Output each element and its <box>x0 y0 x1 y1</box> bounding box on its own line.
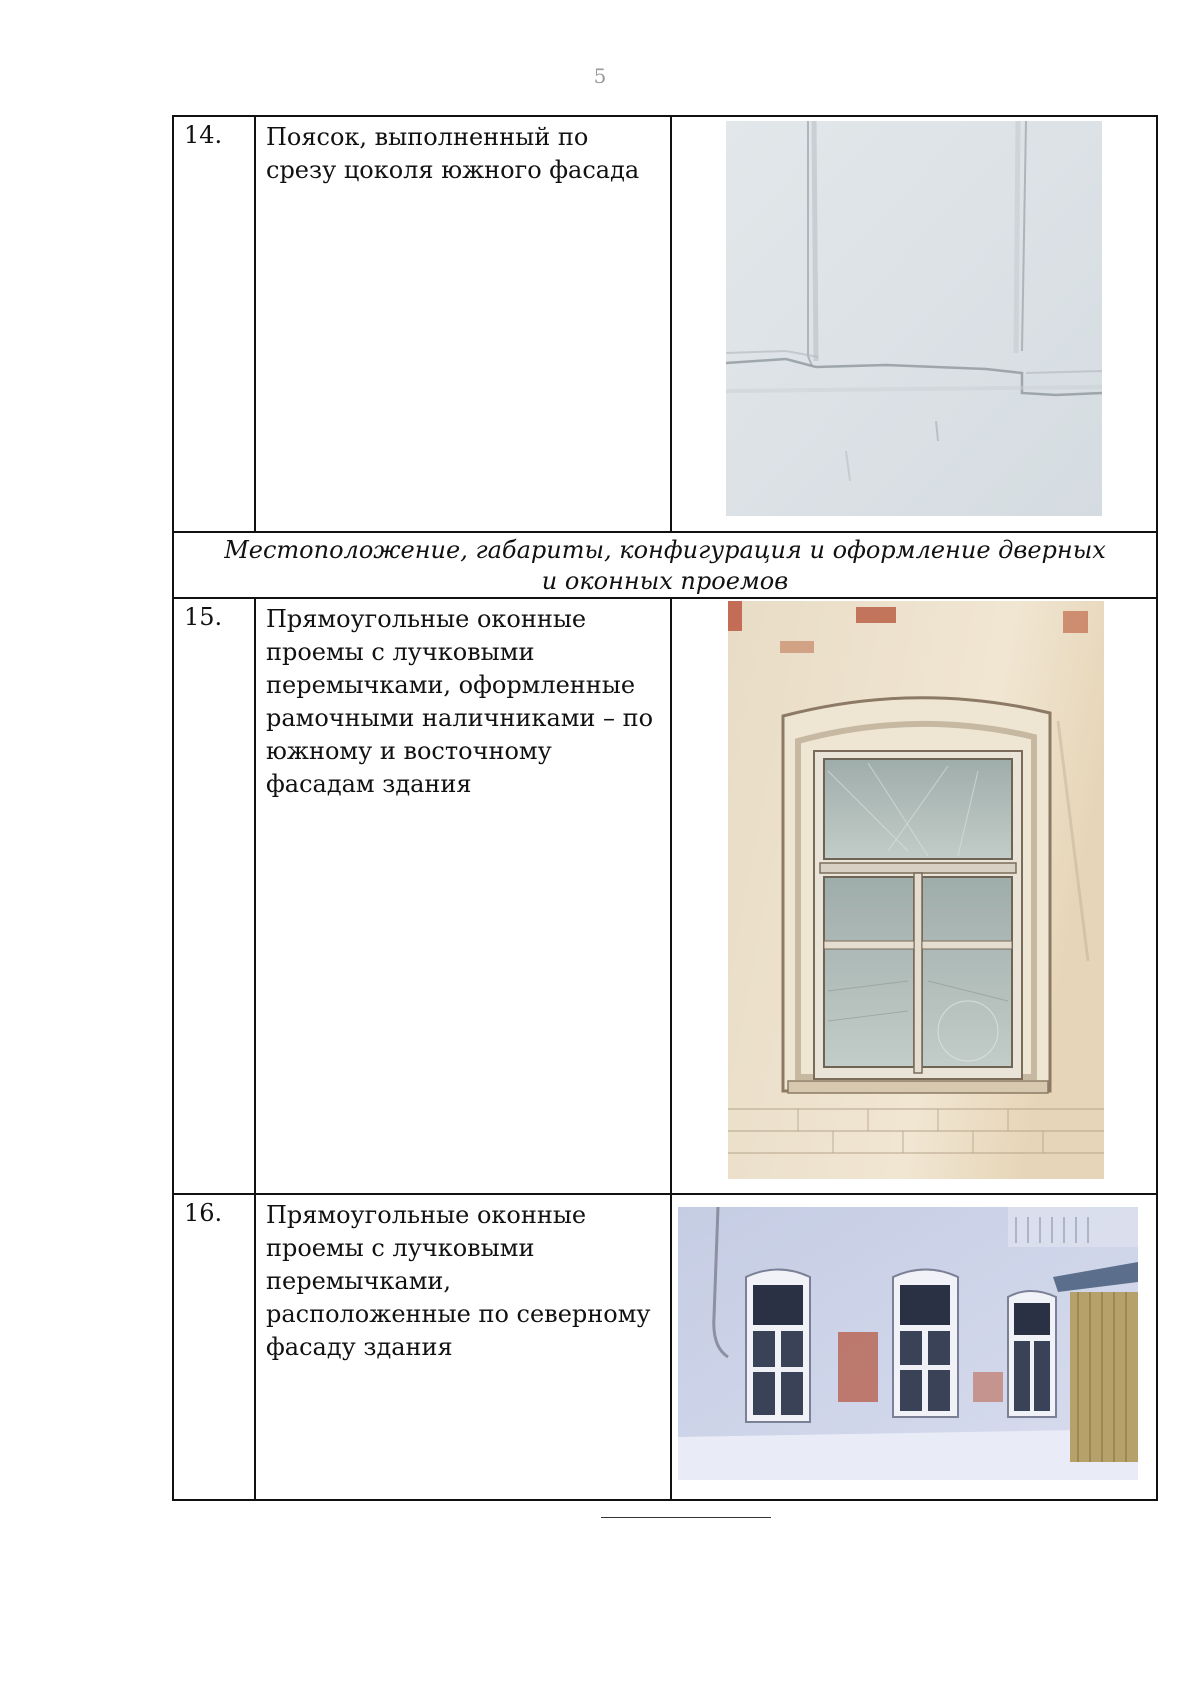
section-heading: Местоположение, габариты, конфигурация и оформление дверных и оконных проемов <box>173 532 1157 598</box>
row-number: 15. <box>184 603 223 631</box>
row-description: Прямоугольные оконные проемы с лучковыми перемычками, оформленные рамочными наличниками – по южному и восточному фасадам здания <box>266 605 654 798</box>
photo-cell <box>671 116 1157 532</box>
monument-features-table <box>172 115 1158 1501</box>
row-number: 14. <box>184 121 223 149</box>
table-row <box>173 116 1157 532</box>
table-row <box>173 1194 1157 1500</box>
row-number-cell <box>173 116 255 532</box>
description-cell <box>255 116 671 532</box>
description-cell <box>255 1194 671 1500</box>
arched-window-photo <box>728 601 1104 1179</box>
north-facade-photo <box>678 1207 1138 1480</box>
section-row <box>173 532 1157 598</box>
description-cell <box>255 598 671 1194</box>
photo-cell <box>671 1194 1157 1500</box>
photo-cell <box>671 598 1157 1194</box>
table-row <box>173 598 1157 1194</box>
row-number-cell <box>173 1194 255 1500</box>
row-number: 16. <box>184 1199 223 1227</box>
row-description: Прямоугольные оконные проемы с лучковыми перемычками, расположенные по северному фасаду здания <box>266 1201 651 1361</box>
row-number-cell <box>173 598 255 1194</box>
page-number: 5 <box>593 64 607 88</box>
footnote-separator <box>601 1517 771 1518</box>
row-description: Поясок, выполненный по срезу цоколя южного фасада <box>266 123 640 184</box>
wall-belt-photo <box>726 121 1102 516</box>
